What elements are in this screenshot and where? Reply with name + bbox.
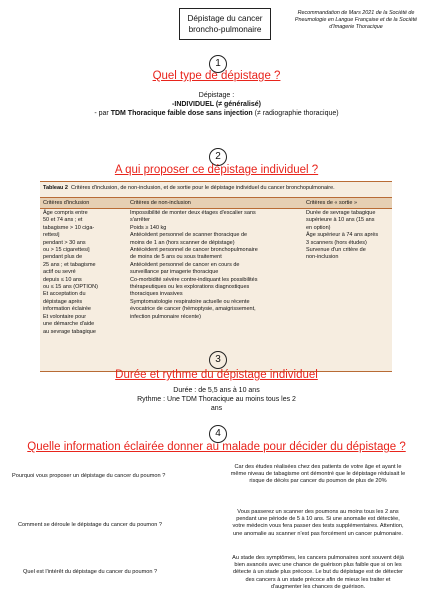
table-caption xyxy=(43,185,335,191)
inclusion-line: Et volontaire pour xyxy=(43,313,87,320)
section-1-line-1: Dépistage : xyxy=(198,92,235,99)
non-inclusion-line: Poids ≥ 140 kg xyxy=(130,224,167,231)
line-3-prefix: - par xyxy=(94,110,111,117)
section-1-line-3 xyxy=(0,109,433,118)
answer-line: bien avancés avec une chance de guérison plus faible que si on les xyxy=(234,562,402,569)
recommendation-note xyxy=(282,10,430,31)
line-3-suffix: (≠ radiographie thoracique) xyxy=(252,110,339,117)
inclusion-line: ou ≤ 15 ans (OPTION) xyxy=(43,284,98,291)
title-line-1: Dépistage du cancer xyxy=(187,14,263,23)
qa-question-1: Pourquoi vous proposer un dépistage du cancer du poumon ? xyxy=(12,473,166,479)
inclusion-line: rettes/j xyxy=(43,232,60,239)
table-header-row xyxy=(40,197,392,209)
non-inclusion-line: thérapeutiques ou les explorations diagnostiques xyxy=(130,284,250,291)
non-inclusion-line: s'arrêter xyxy=(130,217,150,224)
table-caption-text: Critères d'inclusion, de non-inclusion, et de sortie pour le dépistage individuel du cancer bronchopulmonaire. xyxy=(71,185,335,191)
section-3-heading: Durée et rythme du dépistage individuel xyxy=(115,369,318,381)
section-1-body xyxy=(0,91,433,118)
section-3-body xyxy=(0,386,433,413)
answer-line: pendant une période de 5 à 10 ans. Si une anomalie est détectée, xyxy=(236,516,400,523)
qa-question-2: Comment se déroule le dépistage du cancer du poumon ? xyxy=(18,522,162,528)
section-1-line-2: -INDIVIDUEL (≠ généralisé) xyxy=(172,101,261,108)
non-inclusion-line: infection pulmonaire récente) xyxy=(130,313,201,320)
exit-column xyxy=(306,210,378,262)
non-inclusion-line: moins de 1 an (hors scanner de dépistage) xyxy=(130,239,235,246)
inclusion-line: au sevrage tabagique xyxy=(43,328,96,335)
inclusion-line: pendant > 30 ans xyxy=(43,239,86,246)
answer-line: Vous passerez un scanner des poumons au moins tous les 2 ans xyxy=(237,509,399,515)
inclusion-line: tabagisme > 10 ciga- xyxy=(43,224,95,231)
non-inclusion-line: de moins de 5 ans ou sous traitement xyxy=(130,254,222,261)
answer-line: votre médecin vous fera passer des tests supplémentaires. Attention, xyxy=(232,523,404,530)
header-non-inclusion: Critères de non-inclusion xyxy=(130,200,191,206)
exit-line: en option) xyxy=(306,224,331,231)
inclusion-line: information éclairée xyxy=(43,306,91,313)
exit-line: 3 scanners (hors études) xyxy=(306,239,367,246)
non-inclusion-line: Antécédent personnel de cancer bronchopulmonaire xyxy=(130,247,258,254)
title-line-2: broncho-pulmonaire xyxy=(188,25,262,34)
document-title xyxy=(179,8,271,40)
answer-line: même niveau de tabagisme ont démontré que le dépistage réduisait le xyxy=(230,471,406,478)
answer-line: Au stade des symptômes, les cancers pulmonaires sont souvent déjà xyxy=(232,555,404,561)
section-4-number: 4 xyxy=(209,425,227,443)
inclusion-line: 50 et 74 ans ; et xyxy=(43,217,83,224)
answer-line: risque de décès par cancer du poumon de plus de 20% xyxy=(249,478,387,485)
exit-line: Âge supérieur à 74 ans après xyxy=(306,232,379,239)
header-exit: Critères de « sortie » xyxy=(306,200,358,206)
section-3-line-1: Durée : de 5,5 ans à 10 ans xyxy=(173,387,260,394)
exit-line: Survenue d'un critère de xyxy=(306,247,366,254)
non-inclusion-column xyxy=(130,210,258,321)
inclusion-line: Et acceptation du xyxy=(43,291,86,298)
section-1-heading: Quel type de dépistage ? xyxy=(152,70,281,82)
answer-line: des cancers à un stade précoce afin de mieux les traiter et xyxy=(245,576,391,583)
inclusion-line: ou > 15 cigarettes/j xyxy=(43,247,90,254)
inclusion-line: pendant plus de xyxy=(43,254,83,261)
non-inclusion-line: Antécédent personnel de cancer en cours de xyxy=(130,261,240,268)
non-inclusion-line: Antécédent personnel de scanner thoracique de xyxy=(130,232,248,239)
line-3-bold: TDM Thoracique faible dose sans injection xyxy=(110,110,253,117)
inclusion-line: une démarche d'aide xyxy=(43,321,95,328)
answer-line: une anomalie au scanner n'est pas forcément un cancer pulmonaire. xyxy=(233,530,403,537)
exit-line: non-inclusion xyxy=(306,254,339,261)
section-4-heading: Quelle information éclairée donner au malade pour décider du dépistage ? xyxy=(27,441,406,453)
qa-answer-2 xyxy=(208,509,428,538)
reco-line-1: Recommandation de Mars 2021 de la Société de xyxy=(297,10,415,16)
qa-answer-1 xyxy=(208,464,428,486)
exit-line: supérieure à 10 ans (15 ans xyxy=(306,217,375,224)
table-caption-label: Tableau 2 xyxy=(43,185,68,191)
inclusion-line: 25 ans ; et tabagisme xyxy=(43,261,96,268)
section-2-heading: A qui proposer ce dépistage individuel ? xyxy=(114,164,319,176)
criteria-table xyxy=(40,181,392,372)
non-inclusion-line: Impossibilité de monter deux étages d'escalier sans xyxy=(130,210,256,216)
non-inclusion-line: surveillance par imagerie thoracique xyxy=(130,269,219,276)
answer-line: détecte à un stade plus précoce. Le but du dépistage est de détecter xyxy=(232,569,404,576)
qa-question-3: Quel est l'intérêt du dépistage du cancer du poumon ? xyxy=(23,569,158,575)
qa-answer-3 xyxy=(208,555,428,591)
non-inclusion-line: Co-morbidité sévère contre-indiquant les possibilités xyxy=(130,276,258,283)
inclusion-line: dépistage après xyxy=(43,298,83,305)
reco-line-2: Pneumologie en Langue Française et de la Société xyxy=(294,17,418,23)
inclusion-line: Âge compris entre xyxy=(43,210,88,216)
answer-line: d'augmenter les chances de guérison. xyxy=(270,583,366,590)
section-3-line-2: Rythme : Une TDM Thoracique au moins tous les 2 xyxy=(137,396,296,403)
section-2-number: 2 xyxy=(209,148,227,166)
non-inclusion-line: évocatrice de cancer (hémoptysie, amaigrissement, xyxy=(130,306,256,313)
section-1-number: 1 xyxy=(209,55,227,73)
inclusion-line: depuis ≤ 10 ans xyxy=(43,276,82,283)
reco-line-3: d'Imagerie Thoracique xyxy=(329,24,383,30)
exit-line: Durée de sevrage tabagique xyxy=(306,210,376,216)
section-3-line-3: ans xyxy=(210,405,223,412)
inclusion-line: actif ou sevré xyxy=(43,269,76,276)
section-3-number: 3 xyxy=(209,351,227,369)
header-inclusion: Critères d'inclusion xyxy=(43,200,90,206)
non-inclusion-line: Symptomatologie respiratoire actuelle ou récente xyxy=(130,298,250,305)
answer-line: Car des études réalisées chez des patients de votre âge et ayant le xyxy=(234,464,402,470)
inclusion-column xyxy=(43,210,98,336)
non-inclusion-line: thoraciques invasives xyxy=(130,291,183,298)
